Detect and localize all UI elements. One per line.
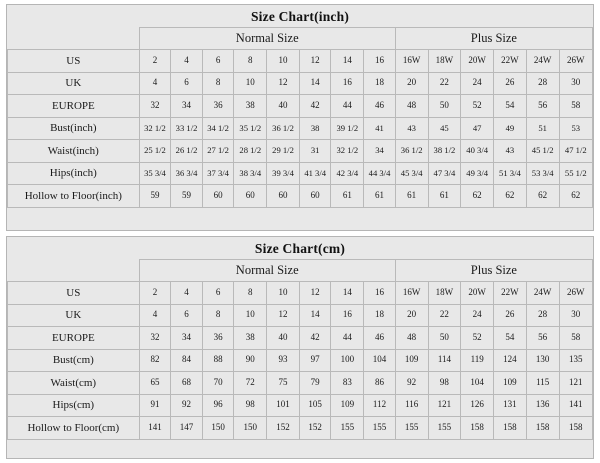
- cell: 50: [428, 95, 461, 118]
- cell: 44 3/4: [364, 162, 396, 185]
- cell: 22W: [494, 282, 527, 305]
- cell: 62: [559, 185, 592, 208]
- cell: 59: [171, 185, 203, 208]
- cell: 141: [559, 394, 592, 417]
- cell: 10: [267, 282, 300, 305]
- cell: 16: [331, 72, 364, 95]
- cell: 136: [526, 394, 559, 417]
- group-header-plus: Plus Size: [395, 260, 592, 282]
- cell: 158: [494, 417, 527, 440]
- cell: 20W: [461, 50, 494, 73]
- cell: 49: [494, 117, 527, 140]
- group-header-row: [8, 260, 593, 282]
- table-row: [8, 117, 593, 140]
- cell: 56: [526, 95, 559, 118]
- cell: 6: [202, 282, 234, 305]
- cell: 97: [299, 349, 331, 372]
- cell: 30: [559, 304, 592, 327]
- cell: 36 1/2: [395, 140, 428, 163]
- cell: 26: [494, 72, 527, 95]
- cell: 16W: [395, 50, 428, 73]
- cell: 61: [395, 185, 428, 208]
- cell: 147: [171, 417, 203, 440]
- cell: 51 3/4: [494, 162, 527, 185]
- cell: 84: [171, 349, 203, 372]
- table-row: [8, 349, 593, 372]
- cell: 109: [395, 349, 428, 372]
- cell: 83: [331, 372, 364, 395]
- size-chart-inch: [6, 4, 594, 231]
- cell: 116: [395, 394, 428, 417]
- cell: 4: [139, 304, 171, 327]
- cell: 30: [559, 72, 592, 95]
- cell: 26 1/2: [171, 140, 203, 163]
- cell: 56: [526, 327, 559, 350]
- cell: 37 3/4: [202, 162, 234, 185]
- cell: 59: [139, 185, 171, 208]
- cell: 24W: [526, 282, 559, 305]
- cell: 155: [428, 417, 461, 440]
- cell: 52: [461, 95, 494, 118]
- cell: 8: [202, 72, 234, 95]
- cell: 14: [299, 72, 331, 95]
- cell: 55 1/2: [559, 162, 592, 185]
- cell: 45: [428, 117, 461, 140]
- cell: 50: [428, 327, 461, 350]
- cell: 92: [171, 394, 203, 417]
- cell: 10: [267, 50, 300, 73]
- cell: 46: [364, 327, 396, 350]
- cell: 41: [364, 117, 396, 140]
- cell: 20W: [461, 282, 494, 305]
- cell: 18: [364, 304, 396, 327]
- cell: 22: [428, 304, 461, 327]
- cell: 130: [526, 349, 559, 372]
- cell: 35 3/4: [139, 162, 171, 185]
- cell: 16: [364, 282, 396, 305]
- cell: 42 3/4: [331, 162, 364, 185]
- cell: 49 3/4: [461, 162, 494, 185]
- cell: 155: [364, 417, 396, 440]
- cell: 14: [331, 282, 364, 305]
- cell: 39 3/4: [267, 162, 300, 185]
- cell: 152: [267, 417, 300, 440]
- cell: 44: [331, 327, 364, 350]
- cell: 31: [299, 140, 331, 163]
- cell: 158: [559, 417, 592, 440]
- cell: 27 1/2: [202, 140, 234, 163]
- cell: 10: [234, 72, 267, 95]
- cell: 24: [461, 72, 494, 95]
- cell: 36: [202, 95, 234, 118]
- cell: 28 1/2: [234, 140, 267, 163]
- cell: 28: [526, 72, 559, 95]
- cell: 48: [395, 327, 428, 350]
- cell: 109: [494, 372, 527, 395]
- cell: 51: [526, 117, 559, 140]
- cell: 90: [234, 349, 267, 372]
- cell: 4: [171, 282, 203, 305]
- cell: 18: [364, 72, 396, 95]
- cell: 39 1/2: [331, 117, 364, 140]
- cell: 8: [234, 282, 267, 305]
- cell: 135: [559, 349, 592, 372]
- corner-cell: [8, 260, 140, 282]
- cell: 34: [364, 140, 396, 163]
- cell: 29 1/2: [267, 140, 300, 163]
- cell: 6: [171, 72, 203, 95]
- cell: 92: [395, 372, 428, 395]
- cell: 52: [461, 327, 494, 350]
- size-table-inch: [7, 27, 593, 208]
- cell: 16: [331, 304, 364, 327]
- size-chart-cm: [6, 236, 594, 459]
- cell: 2: [139, 50, 171, 73]
- cell: 35 1/2: [234, 117, 267, 140]
- group-header-normal: Normal Size: [139, 260, 395, 282]
- cell: 115: [526, 372, 559, 395]
- cell: 61: [428, 185, 461, 208]
- cell: 36 1/2: [267, 117, 300, 140]
- row-label: US: [8, 282, 140, 305]
- cell: 12: [299, 50, 331, 73]
- table-row: [8, 372, 593, 395]
- cell: 155: [395, 417, 428, 440]
- group-header-row: [8, 28, 593, 50]
- cell: 26W: [559, 50, 592, 73]
- cell: 36: [202, 327, 234, 350]
- cell: 36 3/4: [171, 162, 203, 185]
- cell: 33 1/2: [171, 117, 203, 140]
- cell: 70: [202, 372, 234, 395]
- cell: 121: [559, 372, 592, 395]
- table-row: [8, 140, 593, 163]
- row-label: Bust(inch): [8, 117, 140, 140]
- cell: 47 3/4: [428, 162, 461, 185]
- cell: 26: [494, 304, 527, 327]
- row-label: Waist(cm): [8, 372, 140, 395]
- corner-cell: [8, 28, 140, 50]
- cell: 155: [331, 417, 364, 440]
- cell: 42: [299, 327, 331, 350]
- cell: 42: [299, 95, 331, 118]
- cell: 8: [202, 304, 234, 327]
- cell: 61: [331, 185, 364, 208]
- cell: 38: [299, 117, 331, 140]
- cell: 88: [202, 349, 234, 372]
- cell: 54: [494, 95, 527, 118]
- cell: 98: [234, 394, 267, 417]
- row-label: EUROPE: [8, 95, 140, 118]
- cell: 38 3/4: [234, 162, 267, 185]
- cell: 6: [171, 304, 203, 327]
- cell: 6: [202, 50, 234, 73]
- cell: 16: [364, 50, 396, 73]
- cell: 32 1/2: [331, 140, 364, 163]
- row-label: Hollow to Floor(inch): [8, 185, 140, 208]
- row-label: Hollow to Floor(cm): [8, 417, 140, 440]
- cell: 12: [299, 282, 331, 305]
- table-row: [8, 394, 593, 417]
- cell: 38: [234, 95, 267, 118]
- cell: 82: [139, 349, 171, 372]
- cell: 150: [202, 417, 234, 440]
- row-label: Hips(inch): [8, 162, 140, 185]
- cell: 114: [428, 349, 461, 372]
- cell: 32: [139, 327, 171, 350]
- cell: 58: [559, 327, 592, 350]
- table-row: [8, 185, 593, 208]
- cell: 119: [461, 349, 494, 372]
- cell: 93: [267, 349, 300, 372]
- cell: 48: [395, 95, 428, 118]
- cell: 25 1/2: [139, 140, 171, 163]
- cell: 44: [331, 95, 364, 118]
- cell: 100: [331, 349, 364, 372]
- cell: 101: [267, 394, 300, 417]
- cell: 40: [267, 327, 300, 350]
- table-row: [8, 95, 593, 118]
- cell: 91: [139, 394, 171, 417]
- row-label: UK: [8, 72, 140, 95]
- table-row: [8, 304, 593, 327]
- cell: 38 1/2: [428, 140, 461, 163]
- cell: 72: [234, 372, 267, 395]
- chart-title-inch: Size Chart(inch): [250, 9, 350, 24]
- cell: 43: [395, 117, 428, 140]
- cell: 24: [461, 304, 494, 327]
- cell: 26W: [559, 282, 592, 305]
- table-row: [8, 162, 593, 185]
- cell: 2: [139, 282, 171, 305]
- table-row: [8, 72, 593, 95]
- cell: 126: [461, 394, 494, 417]
- row-label: Hips(cm): [8, 394, 140, 417]
- cell: 58: [559, 95, 592, 118]
- cell: 86: [364, 372, 396, 395]
- cell: 34 1/2: [202, 117, 234, 140]
- table-row: [8, 282, 593, 305]
- cell: 60: [299, 185, 331, 208]
- cell: 141: [139, 417, 171, 440]
- chart-title-cm: Size Chart(cm): [254, 241, 346, 256]
- row-label: EUROPE: [8, 327, 140, 350]
- cell: 20: [395, 304, 428, 327]
- cell: 104: [461, 372, 494, 395]
- cell: 45 3/4: [395, 162, 428, 185]
- cell: 40 3/4: [461, 140, 494, 163]
- cell: 54: [494, 327, 527, 350]
- table-row: [8, 327, 593, 350]
- cell: 158: [461, 417, 494, 440]
- cell: 150: [234, 417, 267, 440]
- cell: 105: [299, 394, 331, 417]
- cell: 32 1/2: [139, 117, 171, 140]
- cell: 4: [171, 50, 203, 73]
- table-row: [8, 50, 593, 73]
- row-label: UK: [8, 304, 140, 327]
- cell: 20: [395, 72, 428, 95]
- cell: 18W: [428, 282, 461, 305]
- cell: 121: [428, 394, 461, 417]
- cell: 98: [428, 372, 461, 395]
- cell: 152: [299, 417, 331, 440]
- cell: 47 1/2: [559, 140, 592, 163]
- cell: 104: [364, 349, 396, 372]
- cell: 124: [494, 349, 527, 372]
- cell: 65: [139, 372, 171, 395]
- cell: 12: [267, 304, 300, 327]
- cell: 53 3/4: [526, 162, 559, 185]
- cell: 43: [494, 140, 527, 163]
- cell: 47: [461, 117, 494, 140]
- cell: 53: [559, 117, 592, 140]
- cell: 68: [171, 372, 203, 395]
- cell: 8: [234, 50, 267, 73]
- group-header-plus: Plus Size: [395, 28, 592, 50]
- cell: 112: [364, 394, 396, 417]
- cell: 45 1/2: [526, 140, 559, 163]
- cell: 18W: [428, 50, 461, 73]
- cell: 46: [364, 95, 396, 118]
- cell: 60: [202, 185, 234, 208]
- table-row: [8, 417, 593, 440]
- cell: 41 3/4: [299, 162, 331, 185]
- cell: 16W: [395, 282, 428, 305]
- cell: 79: [299, 372, 331, 395]
- cell: 40: [267, 95, 300, 118]
- cell: 75: [267, 372, 300, 395]
- cell: 62: [494, 185, 527, 208]
- cell: 158: [526, 417, 559, 440]
- cell: 62: [461, 185, 494, 208]
- cell: 61: [364, 185, 396, 208]
- cell: 12: [267, 72, 300, 95]
- cell: 28: [526, 304, 559, 327]
- group-header-normal: Normal Size: [139, 28, 395, 50]
- cell: 22: [428, 72, 461, 95]
- cell: 14: [299, 304, 331, 327]
- cell: 38: [234, 327, 267, 350]
- cell: 62: [526, 185, 559, 208]
- cell: 60: [234, 185, 267, 208]
- cell: 96: [202, 394, 234, 417]
- cell: 109: [331, 394, 364, 417]
- cell: 34: [171, 327, 203, 350]
- cell: 22W: [494, 50, 527, 73]
- cell: 60: [267, 185, 300, 208]
- row-label: Bust(cm): [8, 349, 140, 372]
- cell: 34: [171, 95, 203, 118]
- cell: 131: [494, 394, 527, 417]
- row-label: Waist(inch): [8, 140, 140, 163]
- cell: 14: [331, 50, 364, 73]
- cell: 32: [139, 95, 171, 118]
- row-label: US: [8, 50, 140, 73]
- size-table-cm: [7, 259, 593, 440]
- cell: 4: [139, 72, 171, 95]
- cell: 10: [234, 304, 267, 327]
- cell: 24W: [526, 50, 559, 73]
